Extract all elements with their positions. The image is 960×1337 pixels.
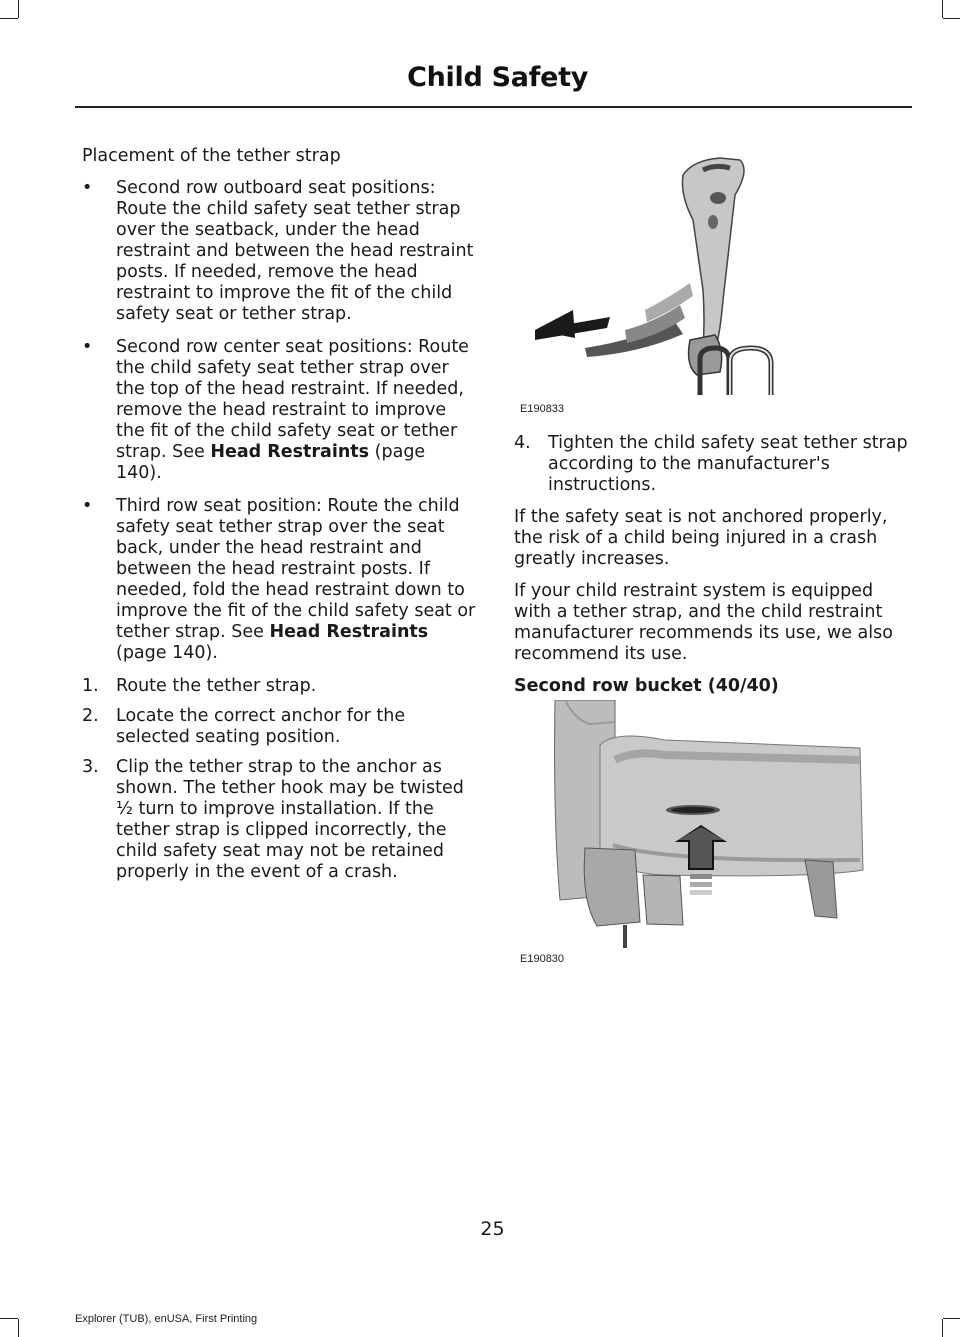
bullet-text: Second row outboard seat positions: Route the child safety seat tether strap over the seatback, under the head restraint and between the head restraint posts. If needed, remove the head restraint to improve the fit of the child safety seat or tether strap. [116, 178, 474, 324]
list-item [82, 178, 476, 325]
crop-mark [18, 1319, 19, 1337]
bullet-mark: • [82, 178, 93, 198]
crop-mark [18, 0, 19, 18]
step-number: 2. [82, 706, 99, 726]
warning-paragraph: If the safety seat is not anchored properly, the risk of a child being injured in a crash greatly increases. [514, 507, 888, 569]
step-number: 1. [82, 676, 99, 696]
crop-mark [942, 0, 943, 18]
step-item [514, 433, 910, 496]
list-item [82, 337, 476, 484]
bullet-mark: • [82, 496, 93, 516]
header-divider [75, 106, 912, 108]
cross-reference-link[interactable]: Head Restraints [269, 622, 429, 642]
step-number: 4. [514, 433, 531, 453]
step-item [82, 757, 476, 883]
step-number: 3. [82, 757, 99, 777]
left-column [82, 146, 476, 892]
right-column [514, 433, 910, 697]
list-item [82, 496, 476, 664]
page-title: Child Safety [407, 62, 588, 93]
bullet-text: Second row center seat positions: Route the child safety seat tether strap over the top of the head restraint. If needed, remove the head restraint to improve the fit of the child safety seat or tether strap. See [116, 337, 469, 462]
edition-footer: Explorer (TUB), enUSA, First Printing [75, 1313, 258, 1325]
seat-anchor-illustration [515, 700, 867, 955]
bullet-mark: • [82, 337, 93, 357]
step-text: Tighten the child safety seat tether strap according to the manufacturer's instructions. [548, 433, 908, 495]
step-text: Locate the correct anchor for the selected seating position. [116, 706, 406, 747]
page-reference: (page 140). [116, 442, 426, 483]
tether-hook-illustration [515, 150, 785, 400]
crop-mark [942, 1319, 943, 1337]
crop-mark [0, 1318, 18, 1319]
step-text: Clip the tether strap to the anchor as shown. The tether hook may be twisted ½ turn to improve installation. If the tether strap is clipped incorrectly, the child safety seat may not be retained properly in the event of a crash. [116, 757, 464, 882]
figure-code: E190830 [520, 953, 565, 965]
section-subheading: Second row bucket (40/40) [514, 676, 779, 696]
step-item [82, 676, 476, 697]
step-text: Route the tether strap. [116, 676, 317, 696]
page-number: 25 [480, 1218, 505, 1240]
step-item [82, 706, 476, 748]
bullet-text: Third row seat position: Route the child safety seat tether strap over the seat back, under the head restraint and between the head restraint posts. If needed, fold the head restraint down to improve the fit of the child safety seat or tether strap. See [116, 496, 476, 642]
figure-code: E190833 [520, 403, 565, 415]
crop-mark [943, 1318, 960, 1319]
page-reference: (page 140). [116, 643, 218, 663]
crop-mark [0, 18, 18, 19]
recommendation-paragraph: If your child restraint system is equipped with a tether strap, and the child restraint manufacturer recommends its use, we also recommend its use. [514, 581, 893, 664]
intro-text: Placement of the tether strap [82, 146, 341, 166]
cross-reference-link[interactable]: Head Restraints [210, 442, 370, 462]
crop-mark [943, 18, 960, 19]
